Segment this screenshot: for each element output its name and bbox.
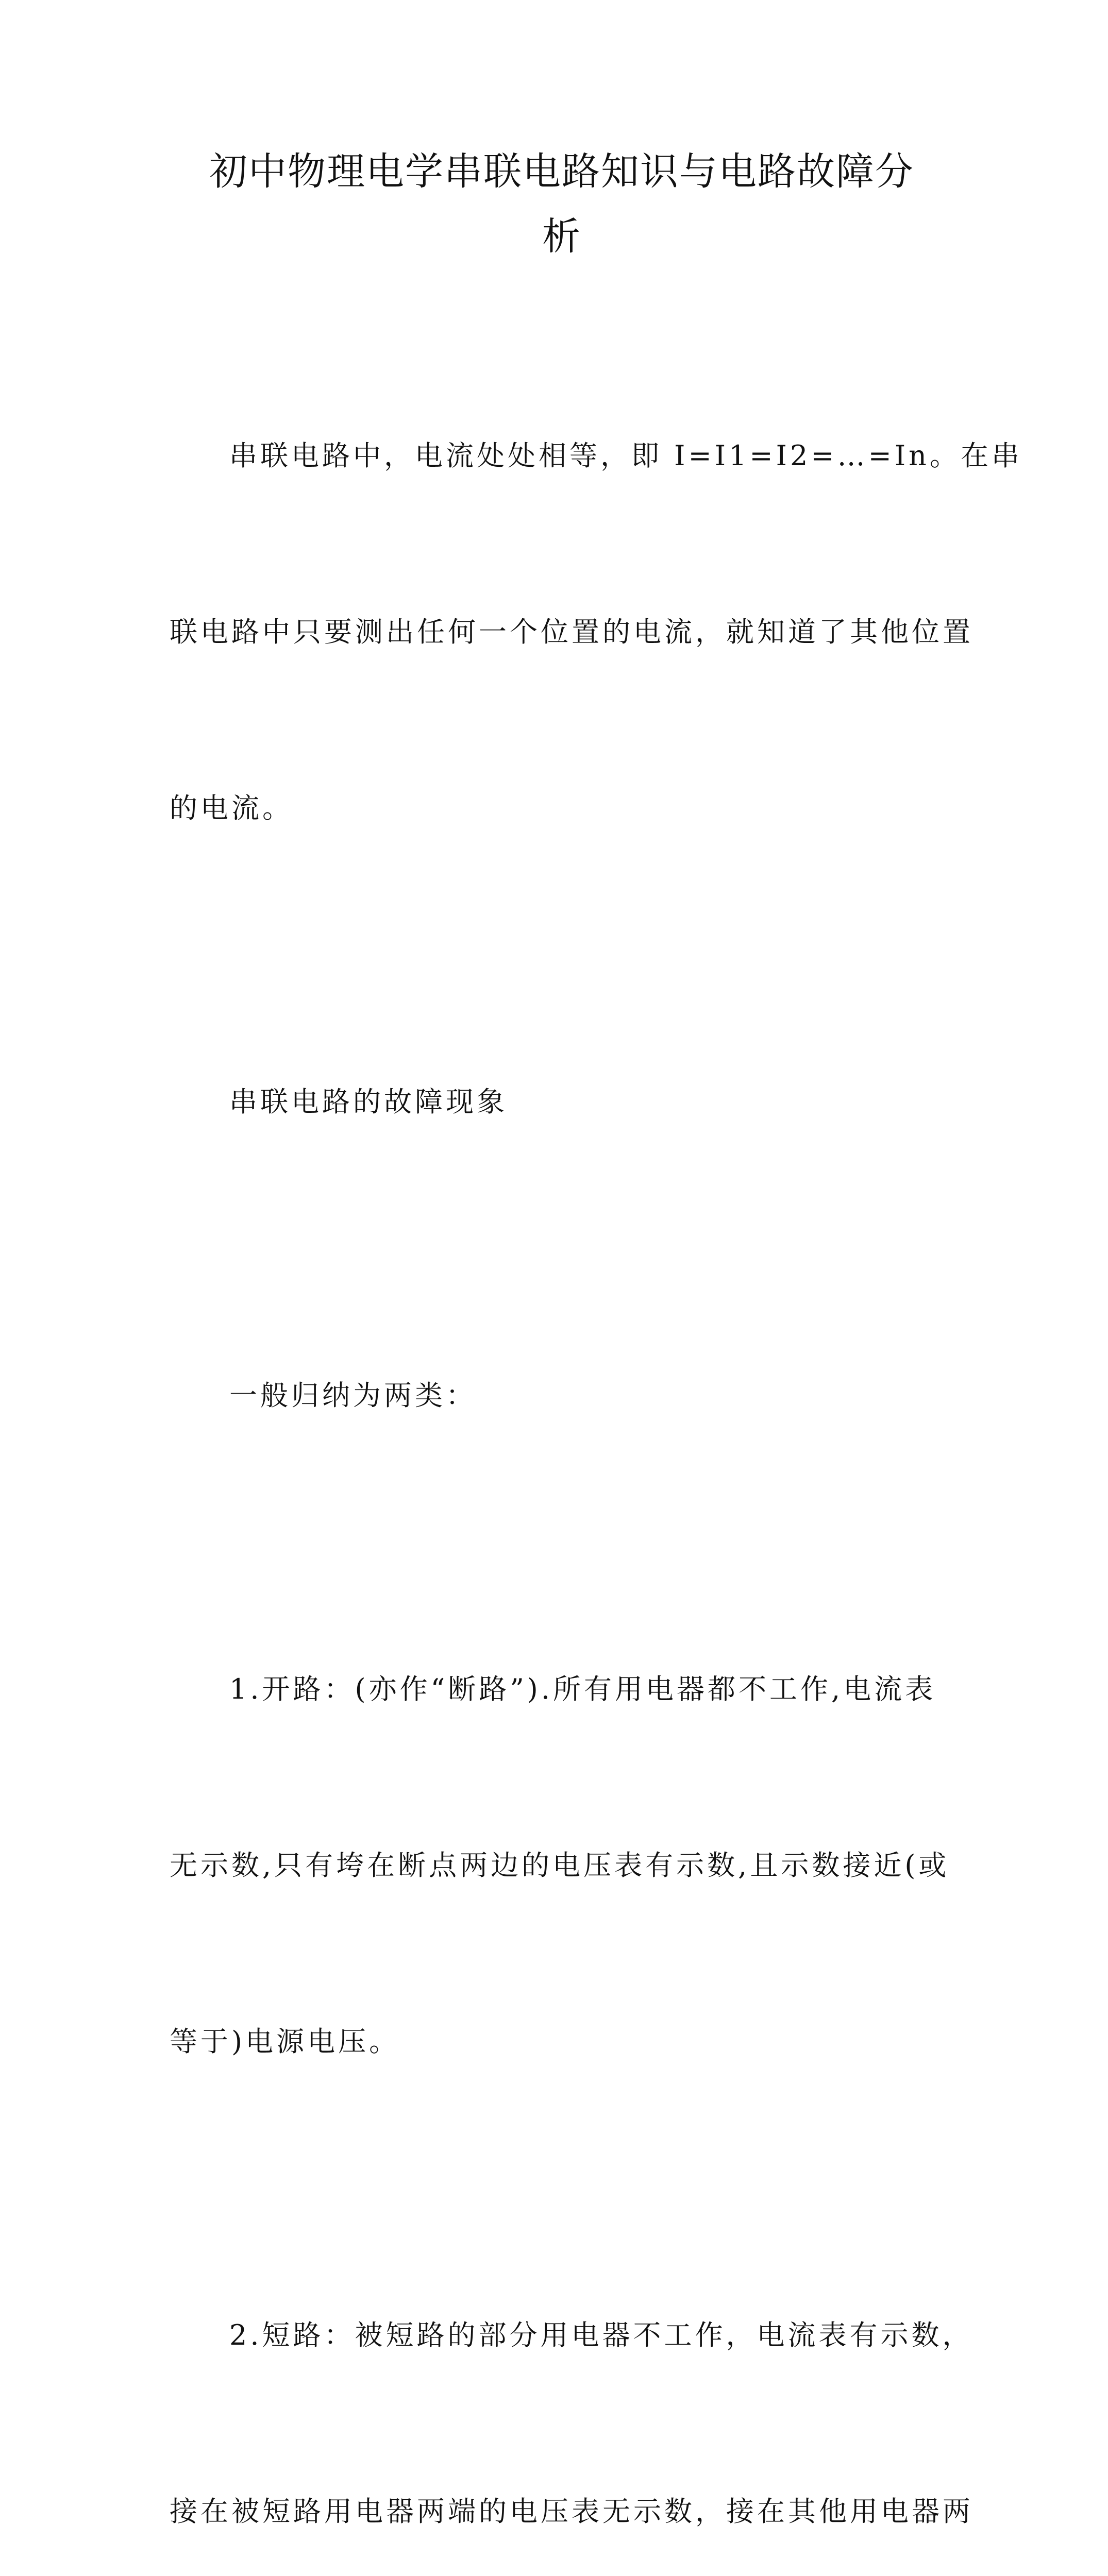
paragraph-line: 串联电路的故障现象 <box>229 1086 508 1118</box>
paragraph-two-types <box>170 1249 941 1543</box>
paragraph-line: 的电流。 <box>170 792 293 824</box>
paragraph-open-circuit <box>170 1543 950 2189</box>
paragraph-line: 串联电路中，电流处处相等，即 I=I1=I2=…=In。在串 <box>229 439 1022 472</box>
paragraph-line: 联电路中只要测出任何一个位置的电流，就知道了其他位置 <box>170 616 973 648</box>
paragraph-line: 1.开路：(亦作“断路”).所有用电器都不工作,电流表 <box>229 1673 936 1705</box>
paragraph-series-current <box>170 309 1022 955</box>
section-heading-fault-phenomena <box>170 955 941 1249</box>
paragraph-line: 等于)电源电压。 <box>170 2025 400 2058</box>
title-line-2: 析 <box>542 214 581 259</box>
paragraph-line: 无示数,只有垮在断点两边的电压表有示数,且示数接近(或 <box>170 1849 950 1882</box>
paragraph-line: 一般归纳为两类： <box>229 1379 477 1412</box>
paragraph-line: 接在被短路用电器两端的电压表无示数，接在其他用电器两 <box>170 2495 973 2528</box>
title-line-1: 初中物理电学串联电路知识与电路故障分 <box>209 149 914 194</box>
document-body <box>170 309 1022 2576</box>
paragraph-line: 2.短路：被短路的部分用电器不工作，电流表有示数， <box>229 2319 973 2351</box>
document-title <box>170 139 953 269</box>
paragraph-short-circuit <box>170 2189 973 2576</box>
